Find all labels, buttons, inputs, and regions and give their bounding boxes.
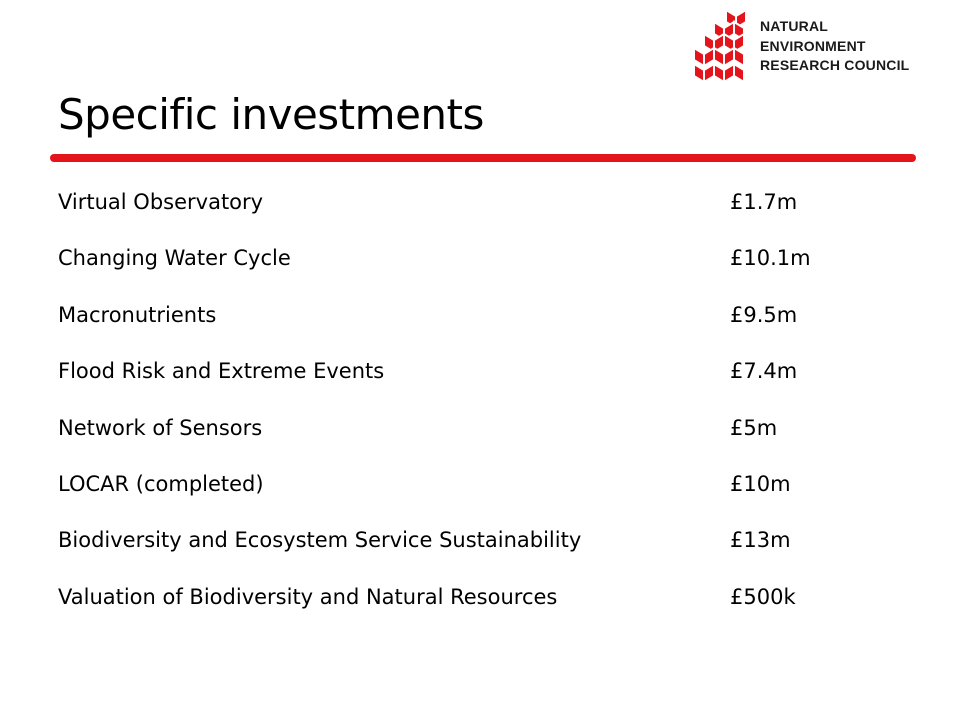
investment-name: Macronutrients: [58, 302, 217, 327]
investment-amount: £13m: [730, 528, 791, 553]
investment-amount: £5m: [730, 415, 778, 440]
investment-row: [58, 174, 858, 230]
title-underline: [50, 154, 916, 162]
logo-line-natural: NATURAL: [760, 18, 829, 34]
nerc-logo-icon: [690, 8, 754, 86]
investment-amount: £1.7m: [730, 190, 798, 214]
investment-name: Biodiversity and Ecosystem Service Sustainability: [58, 528, 582, 553]
investment-row: [58, 287, 858, 343]
nerc-logo: [690, 8, 952, 86]
investment-name: Network of Sensors: [58, 415, 263, 440]
investment-amount: £7.4m: [730, 359, 798, 384]
logo-line-environment: ENVIRONMENT: [760, 37, 866, 54]
investments-list: [58, 174, 858, 625]
investment-row: [58, 456, 858, 512]
investment-amount: £10m: [730, 471, 791, 496]
investment-amount: £500k: [730, 584, 796, 609]
investment-name: Changing Water Cycle: [58, 246, 291, 271]
investment-row: [58, 343, 858, 399]
logo-line-research-council: RESEARCH COUNCIL: [760, 57, 910, 73]
slide-title: Specific investments: [58, 90, 484, 139]
investment-name: Valuation of Biodiversity and Natural Resources: [58, 584, 558, 609]
investment-name: Flood Risk and Extreme Events: [58, 359, 385, 384]
logo-wordmark: [760, 17, 909, 76]
investment-name: Virtual Observatory: [58, 190, 264, 214]
investment-amount: £10.1m: [730, 246, 811, 271]
investment-row: [58, 230, 858, 286]
investment-row: [58, 569, 858, 625]
investment-row: [58, 400, 858, 456]
investment-row: [58, 512, 858, 568]
investment-amount: £9.5m: [730, 302, 798, 327]
investment-name: LOCAR (completed): [58, 471, 264, 496]
